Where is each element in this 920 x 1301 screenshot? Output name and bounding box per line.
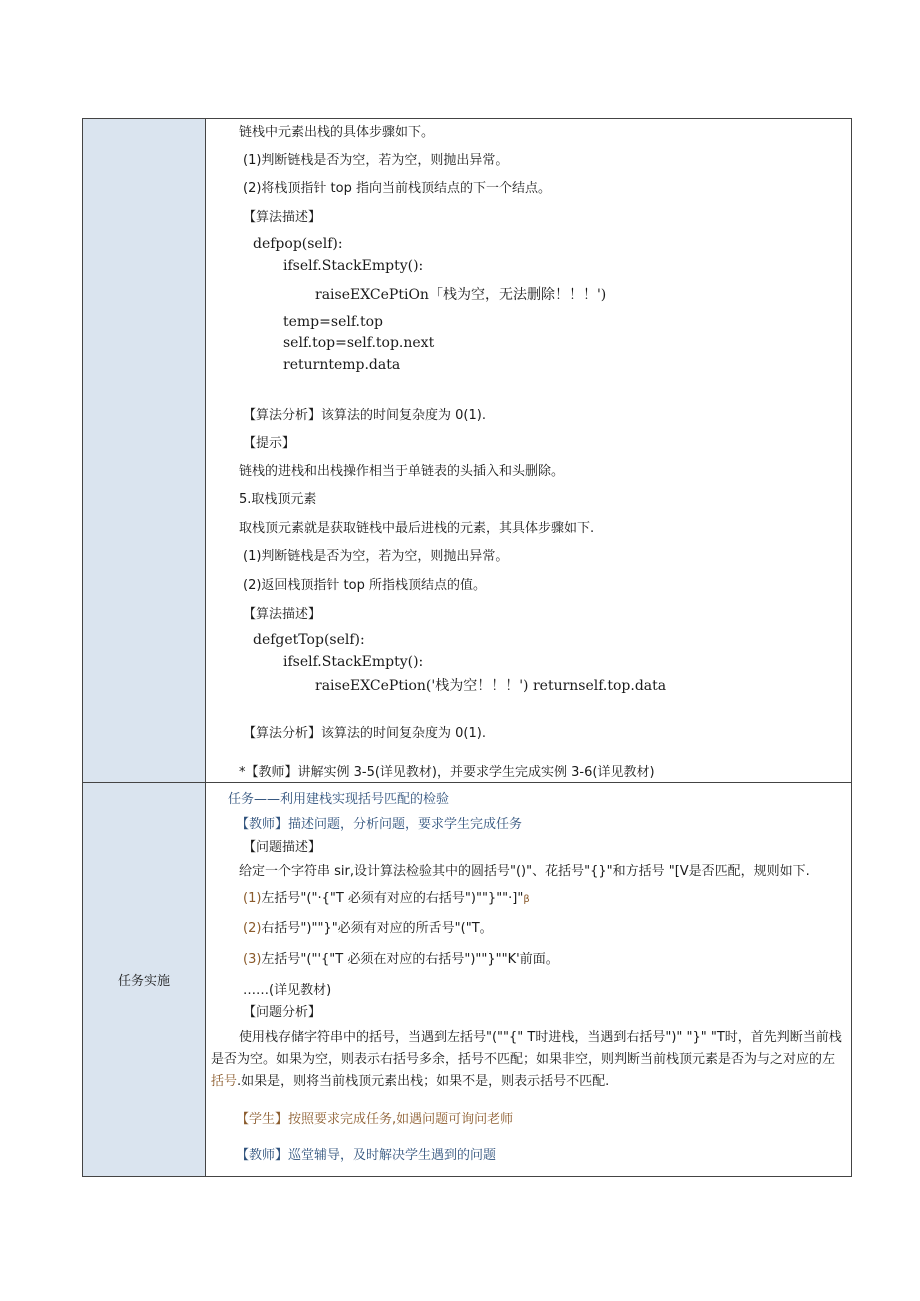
list-number: (1) [243,891,262,906]
list-text: 左括号"("'{"T 必须在对应的右括号")""}""K'前面。 [261,952,559,967]
paragraph [211,1027,845,1093]
paragraph-text: .如果是，则将当前栈顶元素出栈；如果不是，则表示括号不匹配. [237,1074,610,1089]
list-number: (2) [243,921,262,936]
code-line: defpop(self): [253,236,343,252]
code-line: returntemp.data [283,357,401,373]
task-title: 任务——利用建栈实现括号匹配的检验 [228,792,450,807]
code-line: self.top=self.top.next [283,335,435,351]
code-line: ifself.StackEmpty(): [283,654,424,670]
text-line: 【算法分析】该算法的时间复杂度为 0(1). [243,408,486,423]
text-line: 链栈的进栈和出栈操作相当于单链表的头插入和头删除。 [239,464,565,479]
text-line: 给定一个字符串 sir,设计算法检验其中的圆括号"()"、花括号"{}"和方括号 "[V是否匹配，规则如下. [239,864,810,879]
text-line: (2)返回栈顶指针 top 所指栈顶结点的值。 [243,578,486,593]
section-heading: 【算法描述】 [243,607,322,622]
text-line: (1)判断链栈是否为空，若为空，则抛出异常。 [243,153,509,168]
list-text: 左括号"("·{"T 必须有对应的右括号")""}""·]" [261,891,524,906]
text-line: (2)将栈顶指针 top 指向当前栈顶结点的下一个结点。 [243,181,551,196]
text-line [243,920,493,938]
section-heading: 【算法描述】 [243,210,322,225]
content-cell [206,119,852,783]
section-heading: 【问题分析】 [243,1005,322,1020]
code-line: ifself.StackEmpty(): [283,258,424,274]
text-line [243,951,559,969]
content-cell [206,783,852,1177]
text-line: *【教师】讲解实例 3-5(详见教材)，并要求学生完成实例 3-6(详见教材) [239,765,655,780]
table-row [83,783,852,1177]
teacher-note: 【教师】巡堂辅导，及时解决学生遇到的问题 [236,1148,497,1163]
row-label: 任务实施 [117,974,170,989]
section-heading: 【提示】 [243,436,296,451]
list-number: (3) [243,952,262,967]
stray-mark: β [523,894,530,905]
text-line: ……(详见教材) [243,983,332,998]
row-label-cell [83,783,206,1177]
student-note: 【学生】按照要求完成任务,如遇问题可询问老师 [236,1112,514,1127]
text-line: 取栈顶元素就是获取链栈中最后进栈的元素，其具体步骤如下. [239,521,595,536]
code-line: temp=self.top [283,314,383,330]
lesson-plan-table [82,118,852,1177]
section-heading: 【问题描述】 [243,840,322,855]
text-line: 链栈中元素出栈的具体步骤如下。 [239,125,435,140]
list-text: 右括号")""}"必须有对应的所舌号"("T。 [261,921,493,936]
table-row [83,119,852,783]
code-line: defgetTop(self): [253,632,365,648]
paragraph-highlight: 括号 [211,1074,238,1089]
row-label-cell [83,119,206,783]
paragraph-text: 使用栈存储字符串中的括号，当遇到左括号"(""{" T时进栈，当遇到右括号")" "}" "T时，首先判断当前栈是否为空。如果为空，则表示右括号多余，括号不匹配；如果非空，则判断当前栈顶元素是否为与之对应的左 [211,1030,842,1067]
section-heading: 5.取栈顶元素 [239,492,317,507]
text-line [243,890,530,909]
text-line: (1)判断链栈是否为空，若为空，则抛出异常。 [243,549,509,564]
text-line: 【算法分析】该算法的时间复杂度为 0(1). [243,726,486,741]
code-line: raiseEXCePtion('栈为空！！！') returnself.top.data [315,678,667,694]
code-line: raiseEXCePtiOn「栈为空，无法删除！！！') [315,287,607,303]
teacher-note: 【教师】描述问题，分析问题，要求学生完成任务 [236,817,523,832]
